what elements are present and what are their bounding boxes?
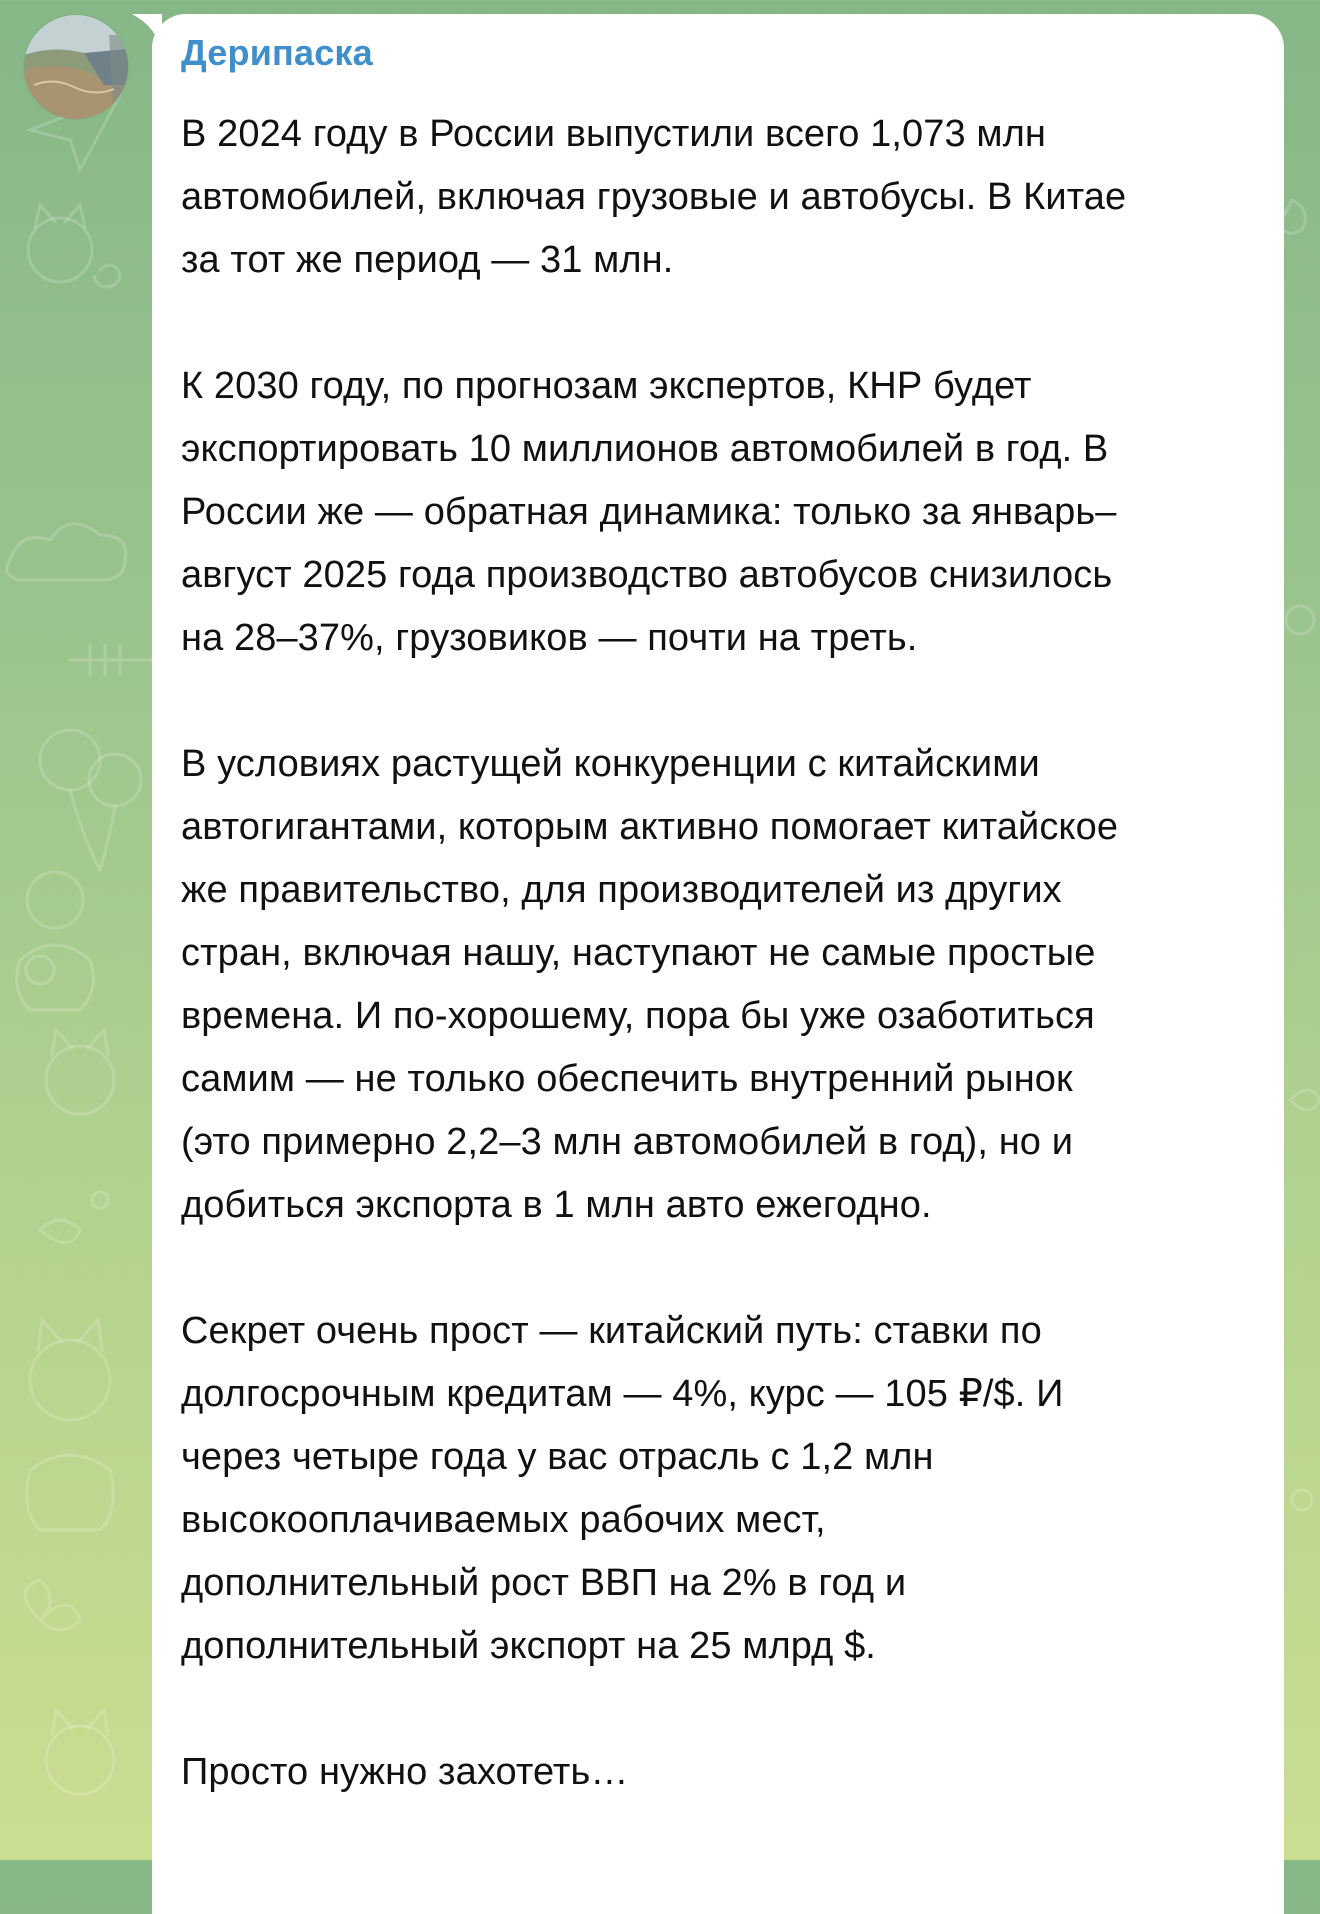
message-paragraph-1: В 2024 году в России выпустили всего 1,073 млн автомобилей, включая грузовые и автобусы. В Китае за тот же период — 31 млн. xyxy=(181,113,1127,281)
channel-avatar-landscape-icon xyxy=(24,15,128,119)
message-paragraph-3: В условиях растущей конкуренции с китайскими автогигантами, которым активно помогает китайское же правительство, для производителей из других стран, включая нашу, наступают не самые простые времена. И по-хорошему, пора бы уже озаботиться самим — не только обеспечить внутренний рынок (это примерно 2,2–3 млн автомобилей в год), но и добиться экспорта в 1 млн авто ежегодно. xyxy=(181,743,1119,1226)
message-paragraph-4: Секрет очень прост — китайский путь: ставки по долгосрочным кредитам — 4%, курс — 105 ₽/$. И через четыре года у вас отрасль с 1,2 млн высокооплачиваемых рабочих мест, дополнительный рост ВВП на 2% в год и дополнительный экспорт на 25 млрд $. xyxy=(181,1310,1064,1667)
message-paragraph-5: Просто нужно захотеть… xyxy=(181,1751,629,1793)
message-paragraph-2: К 2030 году, по прогнозам экспертов, КНР будет экспортировать 10 миллионов автомобилей в год. В России же — обратная динамика: только за январь– август 2025 года производство автобусов снизилось на 28–37%, грузовиков — почти на треть. xyxy=(181,365,1117,659)
message-text xyxy=(181,103,1271,1867)
sender-name[interactable]: Дерипаска xyxy=(181,32,373,73)
channel-avatar[interactable] xyxy=(24,15,128,119)
